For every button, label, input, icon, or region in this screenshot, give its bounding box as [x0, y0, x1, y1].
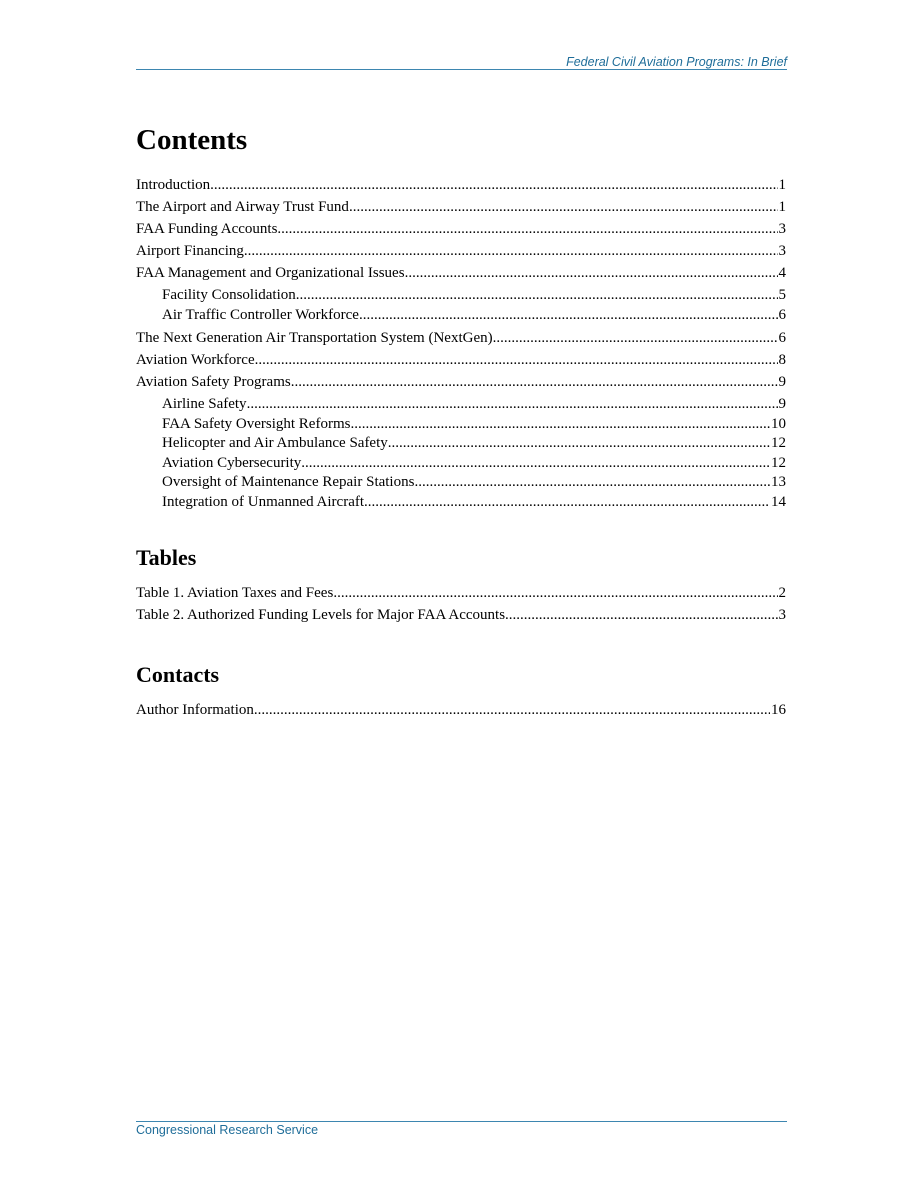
- toc-page-number: 1: [778, 177, 786, 193]
- toc-entry-title: Integration of Unmanned Aircraft: [162, 493, 365, 510]
- dot-leader: [505, 604, 777, 626]
- toc-entry-title: Helicopter and Air Ambulance Safety: [162, 435, 388, 451]
- toc-entry-table-2[interactable]: [136, 604, 786, 626]
- dot-leader: [414, 473, 770, 493]
- toc-page-number: 10: [771, 415, 786, 432]
- contacts-list: [136, 699, 786, 721]
- toc-entry-aviation-workforce[interactable]: [136, 349, 786, 371]
- toc-entry-title: Airline Safety: [162, 396, 247, 412]
- dot-leader: [405, 262, 778, 284]
- toc-page-number: 3: [778, 243, 786, 259]
- toc-entry-title: Aviation Cybersecurity: [162, 454, 302, 471]
- toc-entry-author-information[interactable]: [136, 699, 786, 721]
- toc-entry-facility-consolidation[interactable]: [136, 286, 786, 306]
- dot-leader: [255, 349, 778, 371]
- dot-leader: [244, 240, 778, 262]
- toc-entry-repair-stations[interactable]: [136, 473, 786, 493]
- toc-page-number: 16: [771, 702, 786, 718]
- toc-entry-title: Aviation Workforce: [136, 352, 255, 368]
- toc-entry-airport-financing[interactable]: [136, 240, 786, 262]
- toc-entry-introduction[interactable]: [136, 174, 786, 196]
- running-header-title: Federal Civil Aviation Programs: In Brief: [566, 55, 787, 69]
- footer-divider: [136, 1121, 787, 1122]
- dot-leader: [364, 493, 770, 513]
- toc-entry-faa-management[interactable]: [136, 262, 786, 284]
- toc-page-number: 12: [771, 454, 786, 471]
- dot-leader: [350, 415, 770, 435]
- tables-list: [136, 582, 786, 626]
- toc-entry-trust-fund[interactable]: [136, 196, 786, 218]
- dot-leader: [359, 306, 778, 326]
- toc-entry-title: Airport Financing: [136, 243, 244, 259]
- toc-page-number: 14: [771, 493, 786, 510]
- toc-entry-title: Author Information: [136, 702, 254, 718]
- contents-list: [136, 174, 786, 512]
- header-divider: [136, 69, 787, 70]
- toc-entry-controller-workforce[interactable]: [136, 306, 786, 326]
- dot-leader: [277, 218, 777, 240]
- toc-entry-safety-programs[interactable]: [136, 371, 786, 393]
- toc-page-number: 8: [778, 352, 786, 368]
- toc-entry-helicopter-safety[interactable]: [136, 434, 786, 454]
- dot-leader: [254, 699, 770, 721]
- contacts-heading: Contacts: [136, 662, 220, 687]
- toc-page-number: 1: [778, 199, 786, 215]
- toc-entry-title: Table 2. Authorized Funding Levels for Major FAA Accounts: [136, 607, 506, 623]
- toc-entry-oversight-reforms[interactable]: [136, 415, 786, 435]
- toc-entry-title: The Airport and Airway Trust Fund: [136, 199, 349, 215]
- toc-entry-faa-funding-accounts[interactable]: [136, 218, 786, 240]
- dot-leader: [210, 174, 777, 196]
- toc-page-number: 6: [778, 330, 786, 346]
- tables-heading: Tables: [136, 545, 197, 570]
- toc-entry-title: FAA Management and Organizational Issues: [136, 265, 405, 281]
- dot-leader: [247, 395, 778, 415]
- toc-page-number: 2: [778, 585, 786, 601]
- dot-leader: [333, 582, 777, 604]
- toc-page-number: 6: [778, 306, 786, 323]
- toc-entry-table-1[interactable]: [136, 582, 786, 604]
- dot-leader: [291, 371, 778, 393]
- toc-page-number: 9: [778, 374, 786, 390]
- dot-leader: [301, 454, 770, 474]
- dot-leader: [349, 196, 778, 218]
- toc-entry-title: The Next Generation Air Transportation System (NextGen): [136, 330, 493, 346]
- toc-entry-title: Facility Consolidation: [162, 287, 296, 303]
- toc-entry-cybersecurity[interactable]: [136, 454, 786, 474]
- toc-entry-title: Table 1. Aviation Taxes and Fees: [136, 585, 334, 601]
- toc-entry-title: Introduction: [136, 177, 211, 193]
- toc-entry-title: Aviation Safety Programs: [136, 374, 291, 390]
- toc-page-number: 5: [778, 287, 786, 303]
- toc-page-number: 12: [771, 435, 786, 451]
- toc-entry-title: Air Traffic Controller Workforce: [162, 306, 359, 323]
- dot-leader: [388, 434, 770, 454]
- toc-entry-nextgen[interactable]: [136, 327, 786, 349]
- toc-entry-title: FAA Safety Oversight Reforms: [162, 415, 351, 432]
- toc-page-number: 9: [778, 396, 786, 412]
- toc-page-number: 3: [778, 221, 786, 237]
- dot-leader: [493, 327, 778, 349]
- toc-entry-title: FAA Funding Accounts: [136, 221, 278, 237]
- toc-entry-airline-safety[interactable]: [136, 395, 786, 415]
- toc-entry-title: Oversight of Maintenance Repair Stations: [162, 474, 415, 490]
- dot-leader: [296, 286, 778, 306]
- contents-heading: Contents: [136, 124, 248, 156]
- toc-page-number: 4: [778, 265, 786, 281]
- toc-page-number: 13: [771, 474, 786, 490]
- toc-page-number: 3: [778, 607, 786, 623]
- toc-entry-unmanned-aircraft[interactable]: [136, 493, 786, 513]
- footer-organization: Congressional Research Service: [136, 1123, 319, 1137]
